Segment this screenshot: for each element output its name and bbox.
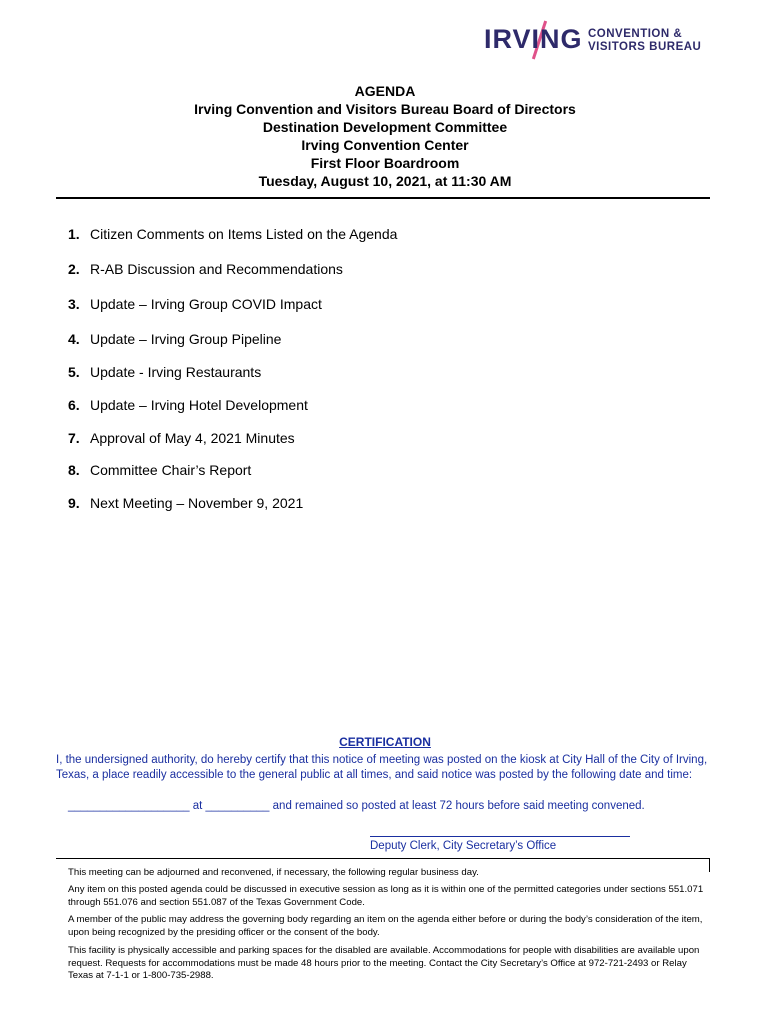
agenda-item-text: Update – Irving Group Pipeline — [90, 331, 282, 347]
signature-label: Deputy Clerk, City Secretary’s Office — [370, 840, 557, 852]
irving-cvb-logo — [484, 14, 704, 64]
venue-name: Irving Convention Center — [301, 137, 469, 153]
logo-wordmark: IRVING — [484, 24, 583, 54]
organization-name: Irving Convention and Visitors Bureau Board of Directors — [194, 101, 576, 117]
agenda-item — [68, 226, 397, 242]
agenda-item — [68, 296, 322, 312]
agenda-item — [68, 364, 261, 380]
header-divider — [56, 197, 710, 199]
agenda-item-number: 6. — [68, 397, 80, 413]
agenda-item-number: 1. — [68, 226, 80, 242]
room-name: First Floor Boardroom — [310, 155, 460, 171]
agenda-item-number: 5. — [68, 364, 80, 380]
posting-date-line: ___________________ at __________ and remained so posted at least 72 hours before said meeting convened. — [68, 800, 645, 812]
agenda-item-text: Approval of May 4, 2021 Minutes — [90, 430, 295, 446]
agenda-item-text: Update – Irving Hotel Development — [90, 397, 308, 413]
agenda-item-number: 8. — [68, 462, 80, 478]
logo-subtitle-line2: VISITORS BUREAU — [588, 41, 702, 53]
agenda-item-number: 2. — [68, 261, 80, 277]
agenda-item-text: Update – Irving Group COVID Impact — [90, 296, 322, 312]
agenda-item-number: 7. — [68, 430, 80, 446]
agenda-item — [68, 261, 343, 277]
notice-adjournment: This meeting can be adjourned and reconvened, if necessary, the following regular business day. — [68, 867, 479, 878]
agenda-item-text: Citizen Comments on Items Listed on the Agenda — [90, 226, 398, 242]
agenda-item-number: 9. — [68, 495, 80, 511]
agenda-header — [0, 82, 770, 190]
agenda-item-text: Update - Irving Restaurants — [90, 364, 262, 380]
logo-subtitle-line1: CONVENTION & — [588, 28, 683, 40]
agenda-item-text: Committee Chair’s Report — [90, 462, 252, 478]
certification-heading: CERTIFICATION — [339, 735, 431, 749]
notice-accessibility: This facility is physically accessible and parking spaces for the disabled are available. Accommodations for people with disabilities are available upon request. Requests for accommodations must be made 48 hours prior to the meeting. Contact the City Secretary’s Office at 972-721-2493 or Relay Texas at 7-1-1 or 1-800-735-2988. — [68, 945, 700, 981]
agenda-item — [68, 331, 281, 347]
certification-text: I, the undersigned authority, do hereby certify that this notice of meeting was posted on the kiosk at City Hall of the City of Irving, Texas, a place readily accessible to the general public at all times, and said notice was posted by the following date and time: — [56, 754, 708, 781]
notice-public-address: A member of the public may address the governing body regarding an item on the agenda either before or during the body’s consideration of the item, upon being recognized by the presiding officer or the consent of the body. — [68, 914, 703, 938]
notice-executive-session: Any item on this posted agenda could be discussed in executive session as long as it is within one of the permitted categories under sections 551.071 through 551.076 and section 551.087 of the Texas Government Code. — [68, 884, 704, 908]
agenda-item — [68, 495, 303, 511]
agenda-item-number: 3. — [68, 296, 80, 312]
committee-name: Destination Development Committee — [262, 119, 508, 135]
agenda-title: AGENDA — [354, 83, 416, 99]
meeting-datetime: Tuesday, August 10, 2021, at 11:30 AM — [258, 173, 512, 189]
agenda-item-number: 4. — [68, 331, 80, 347]
agenda-item — [68, 462, 251, 478]
agenda-item — [68, 397, 308, 413]
agenda-item — [68, 430, 295, 446]
agenda-item-text: Next Meeting – November 9, 2021 — [90, 495, 304, 511]
agenda-item-text: R-AB Discussion and Recommendations — [90, 261, 343, 277]
footer-divider — [56, 858, 710, 859]
logo-subtitle — [588, 28, 701, 54]
signature-line — [370, 836, 630, 837]
